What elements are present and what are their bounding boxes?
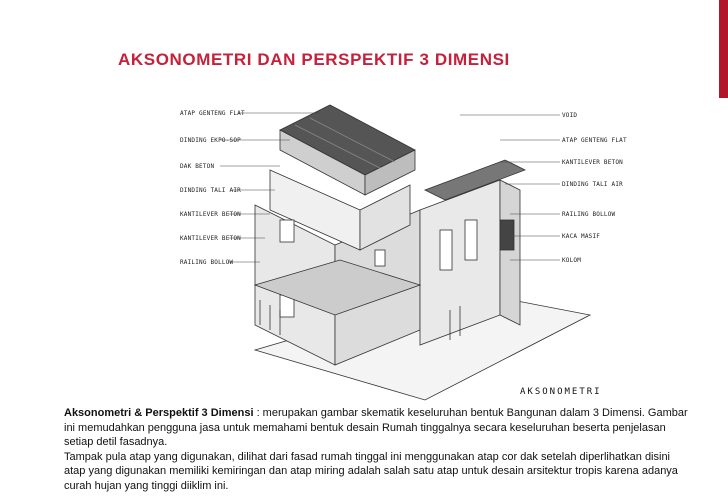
label-right-4: DINDING TALI AIR	[562, 181, 623, 188]
label-left-5: KANTILEVER BETON	[180, 211, 241, 218]
label-right-6: KACA MASIF	[562, 233, 601, 240]
label-right-5: RAILING BOLLOW	[562, 211, 616, 218]
accent-bar	[719, 0, 728, 98]
label-left-4: DINDING TALI AIR	[180, 187, 241, 194]
description-bold-lead: Aksonometri & Perspektif 3 Dimensi	[64, 407, 254, 419]
label-right-7: KOLOM	[562, 257, 582, 264]
label-left-3: DAK BETON	[180, 163, 215, 170]
axonometric-drawing	[160, 100, 627, 400]
label-left-6: KANTILEVER BETON	[180, 235, 241, 242]
label-right-2: ATAP GENTENG FLAT	[562, 137, 627, 144]
description-paragraph-1	[64, 406, 694, 450]
drawing-caption: AKSONOMETRI	[520, 387, 602, 397]
label-right-1: VOID	[562, 112, 578, 119]
label-right-3: KANTILEVER BETON	[562, 159, 623, 166]
label-left-1: ATAP GENTENG FLAT	[180, 110, 245, 117]
description-block	[64, 406, 694, 493]
description-lead-rest: : merupakan gambar skematik keseluruhan bentuk Bangunan dalam 3 Dimensi. Gambar ini memudahkan pengguna jasa untuk memahami bentuk desain Rumah tinggalnya secara keseluruhan beserta penjelasan setiap detil fasadnya.	[64, 407, 688, 448]
slide-title: AKSONOMETRI DAN PERSPEKTIF 3 DIMENSI	[118, 50, 510, 69]
label-left-7: RAILING BOLLOW	[180, 259, 234, 266]
label-left-2: DINDING EKPO-SOP	[180, 137, 241, 144]
description-paragraph-2: Tampak pula atap yang digunakan, dilihat dari fasad rumah tinggal ini menggunakan atap cor dak setelah diperlihatkan disini atap yang digunakan memiliki kemiringan dan atap miring adalah salah satu atap untuk desain arsitektur tropis karena adanya curah hujan yang tinggi diiklim ini.	[64, 450, 678, 492]
